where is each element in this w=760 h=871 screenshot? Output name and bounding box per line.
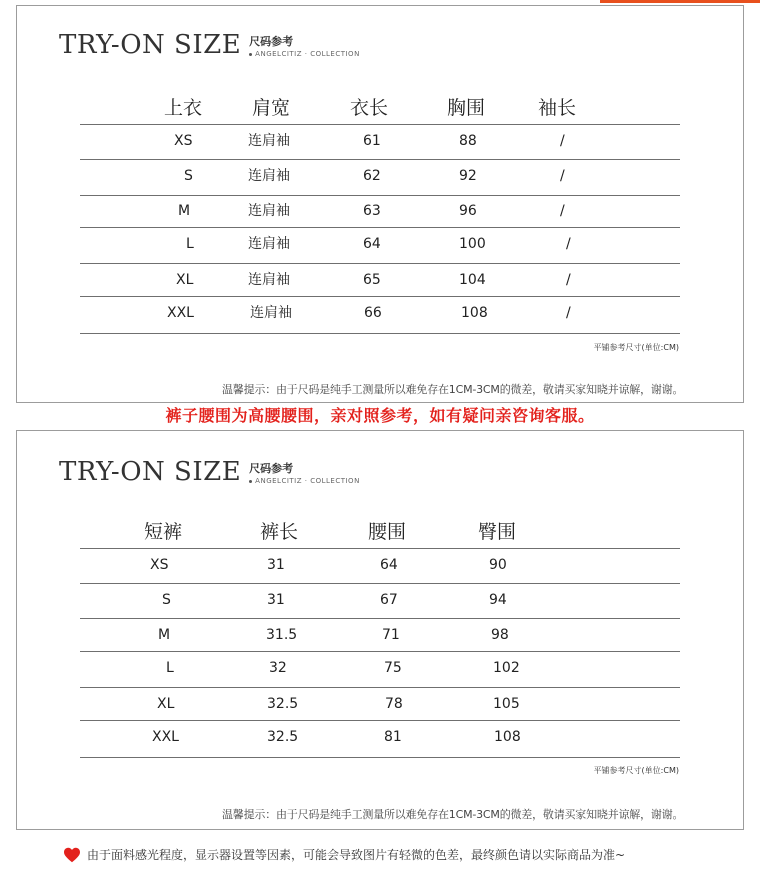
brand-subtitle: ANGELCITIZ · COLLECTION — [249, 477, 360, 485]
waist-notice: 裤子腰围为高腰腰围，亲对照参考，如有疑问亲咨询客服。 — [165, 406, 595, 425]
size-cell: L — [166, 660, 174, 676]
shoulder-cell: 连肩袖 — [248, 203, 290, 219]
waist-cell: 78 — [385, 696, 403, 712]
size-cell: XS — [174, 133, 193, 149]
length-cell: 63 — [363, 203, 381, 219]
bust-cell: 88 — [459, 133, 477, 149]
bottom-size-table — [80, 516, 680, 758]
pants-length-cell: 31 — [267, 592, 285, 608]
waist-cell: 64 — [380, 557, 398, 573]
hip-cell: 102 — [493, 660, 520, 676]
color-disclaimer — [63, 846, 625, 863]
sleeve-cell: / — [566, 272, 571, 288]
pants-length-cell: 32.5 — [267, 696, 299, 712]
size-cell: XXL — [152, 729, 179, 745]
header-waist: 腰围 — [368, 521, 407, 543]
sleeve-cell: / — [560, 133, 565, 149]
header-hip: 臀围 — [478, 521, 517, 543]
size-cell: S — [162, 592, 171, 608]
bust-cell: 96 — [459, 203, 477, 219]
shoulder-cell: 连肩袖 — [248, 133, 290, 149]
shoulder-cell: 连肩袖 — [250, 305, 292, 321]
unit-note: 平铺参考尺寸(单位:CM) — [593, 766, 679, 775]
table-row — [80, 549, 680, 583]
brand-subtitle: ANGELCITIZ · COLLECTION — [249, 50, 360, 58]
dot-icon — [249, 480, 252, 483]
bottom-size-panel — [16, 430, 744, 830]
brand-title: TRY-ON SIZE — [59, 30, 242, 60]
table-row — [80, 264, 680, 296]
bust-cell: 92 — [459, 168, 477, 184]
size-cell: S — [184, 168, 193, 184]
disclaimer-text: 由于面料感光程度，显示器设置等因素，可能会导致图片有轻微的色差，最终颜色请以实际商品为准~ — [87, 848, 626, 862]
bust-cell: 100 — [459, 236, 486, 252]
top-size-table — [80, 92, 680, 334]
header-shoulder: 肩宽 — [252, 97, 291, 119]
table-row — [80, 228, 680, 263]
table-row — [80, 297, 680, 333]
pants-length-cell: 32.5 — [267, 729, 299, 745]
header-shorts: 短裤 — [144, 521, 183, 543]
sleeve-cell: / — [560, 168, 565, 184]
sleeve-cell: / — [566, 305, 571, 321]
shoulder-cell: 连肩袖 — [248, 236, 290, 252]
dot-icon — [249, 53, 252, 56]
sleeve-cell: / — [566, 236, 571, 252]
pants-length-cell: 32 — [269, 660, 287, 676]
size-cell: M — [158, 627, 171, 643]
table-row — [80, 652, 680, 687]
table-row — [80, 196, 680, 227]
waist-cell: 75 — [384, 660, 402, 676]
header-bust: 胸围 — [447, 97, 486, 119]
bust-cell: 108 — [461, 305, 488, 321]
table-row — [80, 584, 680, 618]
hip-cell: 94 — [489, 592, 507, 608]
table-divider — [80, 333, 680, 334]
length-cell: 62 — [363, 168, 381, 184]
table-divider — [80, 757, 680, 758]
size-cell: XXL — [167, 305, 194, 321]
pants-length-cell: 31 — [267, 557, 285, 573]
brand-header — [59, 459, 360, 485]
waist-cell: 81 — [384, 729, 402, 745]
heart-icon — [63, 847, 81, 863]
header-pants-length: 裤长 — [260, 521, 299, 543]
table-row — [80, 721, 680, 757]
table-row — [80, 160, 680, 195]
shoulder-cell: 连肩袖 — [248, 168, 290, 184]
hip-cell: 105 — [493, 696, 520, 712]
table-header — [80, 92, 680, 124]
brand-header — [59, 32, 360, 58]
brand-title: TRY-ON SIZE — [59, 457, 242, 487]
size-cell: L — [186, 236, 194, 252]
measurement-tip: 温馨提示：由于尺码是纯手工测量所以难免存在1CM-3CM的微差，敬请买家知晓并谅解，谢谢。 — [222, 383, 684, 396]
accent-strip — [600, 0, 760, 3]
bust-cell: 104 — [459, 272, 486, 288]
measurement-tip: 温馨提示：由于尺码是纯手工测量所以难免存在1CM-3CM的微差，敬请买家知晓并谅解，谢谢。 — [222, 808, 684, 821]
size-cell: XL — [176, 272, 194, 288]
header-length: 衣长 — [350, 97, 389, 119]
shoulder-cell: 连肩袖 — [248, 272, 290, 288]
brand-cn-label: 尺码参考 — [249, 461, 294, 475]
length-cell: 65 — [363, 272, 381, 288]
hip-cell: 98 — [491, 627, 509, 643]
pants-length-cell: 31.5 — [266, 627, 298, 643]
size-cell: XS — [150, 557, 169, 573]
header-sleeve: 袖长 — [538, 97, 577, 119]
hip-cell: 90 — [489, 557, 507, 573]
length-cell: 61 — [363, 133, 381, 149]
length-cell: 64 — [363, 236, 381, 252]
size-cell: XL — [157, 696, 175, 712]
sleeve-cell: / — [560, 203, 565, 219]
unit-note: 平铺参考尺寸(单位:CM) — [593, 343, 679, 352]
brand-cn-label: 尺码参考 — [249, 34, 294, 48]
top-size-panel — [16, 5, 744, 403]
table-row — [80, 619, 680, 651]
table-row — [80, 688, 680, 720]
size-cell: M — [178, 203, 191, 219]
waist-cell: 71 — [382, 627, 400, 643]
length-cell: 66 — [364, 305, 382, 321]
hip-cell: 108 — [494, 729, 521, 745]
header-top: 上衣 — [164, 97, 203, 119]
table-row — [80, 125, 680, 159]
table-header — [80, 516, 680, 548]
waist-cell: 67 — [380, 592, 398, 608]
